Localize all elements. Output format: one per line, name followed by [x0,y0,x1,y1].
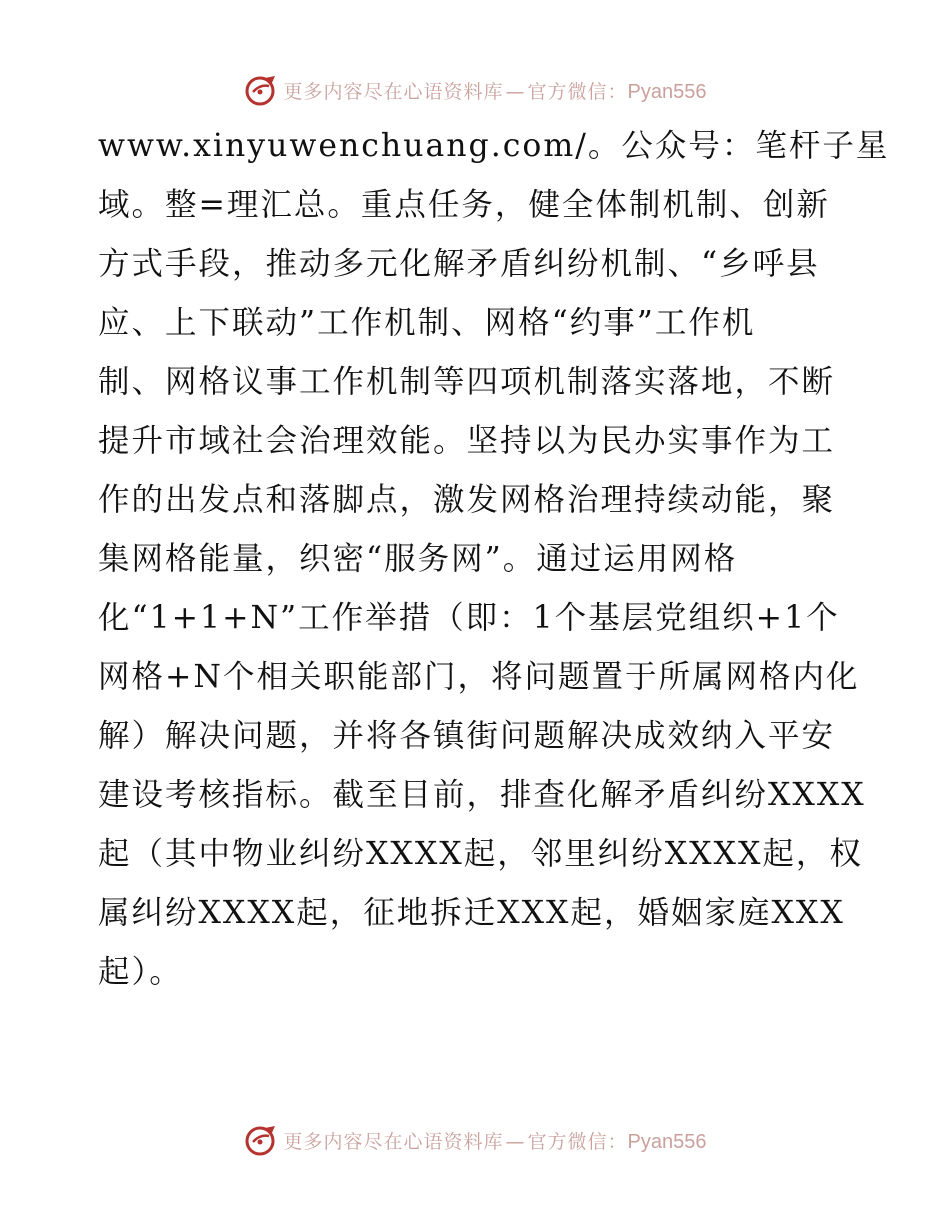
page-header [0,70,950,110]
header-brand-text [284,77,707,104]
body-line: 起（其中物业纠纷XXXX起，邻里纠纷XXXX起，权 [98,836,863,872]
document-body [98,117,890,1002]
body-line: 解）解决问题，并将各镇街问题解决成效纳入平安 [98,718,836,754]
header-brand [244,73,707,107]
header-promo-text: 更多内容尽在心语资料库 [283,80,504,103]
footer-wechat-id: Pyan556 [627,1130,707,1153]
header-separator: — [505,80,526,103]
body-line: 建设考核指标。截至目前，排查化解矛盾纠纷XXXX [98,777,866,813]
body-line: 方式手段，推动多元化解矛盾纠纷机制、“乡呼县 [98,246,820,282]
body-line: 集网格能量，织密“服务网”。通过运用网格 [98,541,738,577]
footer-brand [244,1123,707,1157]
header-wechat-id: Pyan556 [627,80,707,103]
footer-separator: — [505,1130,526,1153]
body-line: 域。整=理汇总。重点任务，健全体制机制、创新 [98,187,830,223]
pen-nib-logo-icon [244,1123,278,1157]
header-wechat-label: 官方微信： [527,80,628,103]
body-line: 提升市域社会治理效能。坚持以为民办实事作为工 [98,423,836,459]
body-line: 制、网格议事工作机制等四项机制落实落地，不断 [98,364,836,400]
body-line: 网格+N个相关职能部门，将问题置于所属网格内化 [98,659,860,695]
body-line: 作的出发点和落脚点，激发网格治理持续动能，聚 [98,482,836,518]
body-line: 属纠纷XXXX起，征地拆迁XXX起，婚姻家庭XXX [98,895,845,931]
footer-wechat-label: 官方微信： [527,1130,628,1153]
footer-brand-text [284,1127,707,1154]
page-footer [0,1120,950,1160]
body-line: www.xinyuwenchuang.com/。公众号：笔杆子星 [98,128,890,164]
pen-nib-logo-icon [244,73,278,107]
footer-promo-text: 更多内容尽在心语资料库 [283,1130,504,1153]
body-line: 应、上下联动”工作机制、网格“约事”工作机 [98,305,756,341]
body-line: 化“1+1+N”工作举措（即：1个基层党组织+1个 [98,600,840,636]
body-line: 起）。 [98,954,183,990]
